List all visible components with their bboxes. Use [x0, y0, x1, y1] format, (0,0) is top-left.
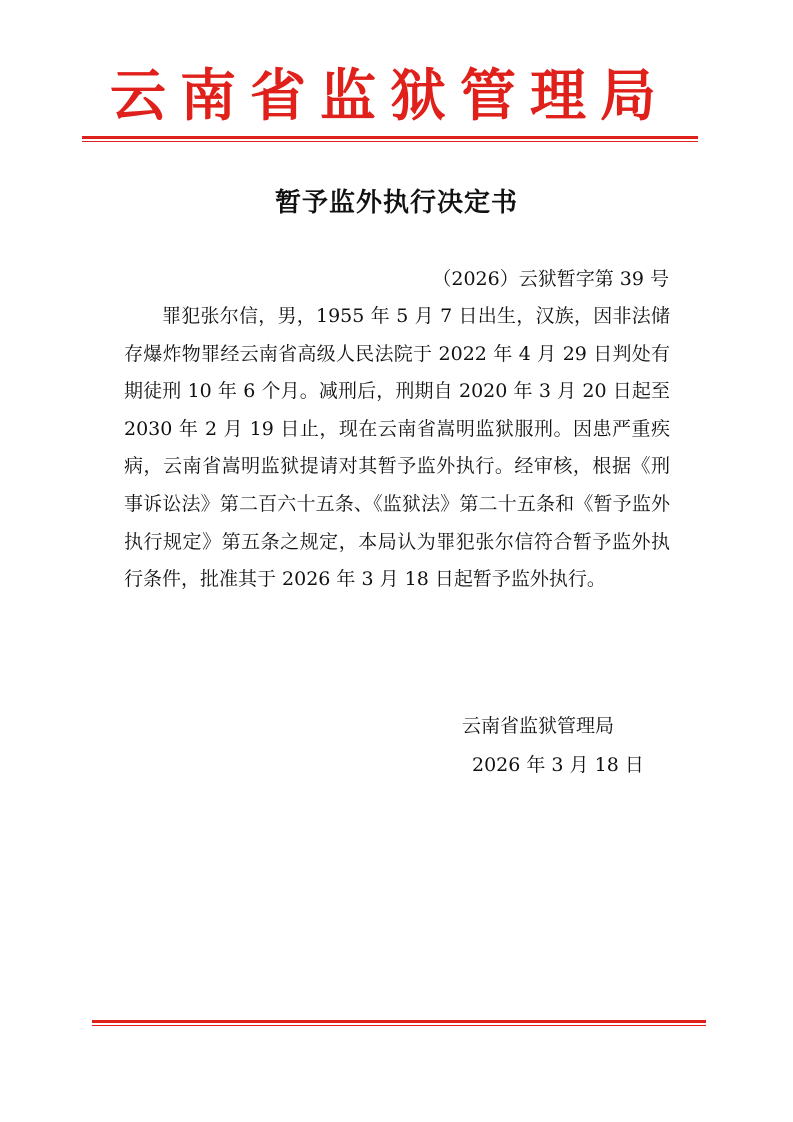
header-divider — [82, 136, 698, 142]
document-title: 暂予监外执行决定书 — [274, 188, 518, 218]
document-number: （2026）云狱暂字第 39 号 — [432, 268, 669, 290]
footer-divider — [92, 1020, 706, 1026]
signing-date: 2026 年 3 月 18 日 — [472, 754, 644, 776]
footer-divider-thin-line — [92, 1025, 706, 1026]
signing-organization: 云南省监狱管理局 — [462, 715, 615, 737]
issuing-authority-header: 云南省监狱管理局 — [110, 64, 670, 129]
decision-body-text: 罪犯张尔信，男，1955 年 5 月 7 日出生，汉族，因非法储存爆炸物罪经云南省高级人民法院于 2022 年 4 月 29 日判处有期徒刑 10 年 6 个月。减刑后，刑期自 2020 年 3 月 20 日起至 2030 年 2 月 19 日止，现在云南省嵩明监狱服刑。因患严重疾病，云南省嵩明监狱提请对其暂予监外执行。经审核，根据《刑事诉讼法》第二百六十五条、《监狱法》第二十五条和《暂予监外执行规定》第五条之规定，本局认为罪犯张尔信符合暂予监外执行条件，批准其于 2026 年 3 月 18 日起暂予监外执行。 — [124, 305, 670, 591]
header-divider-thin-line — [82, 141, 698, 142]
